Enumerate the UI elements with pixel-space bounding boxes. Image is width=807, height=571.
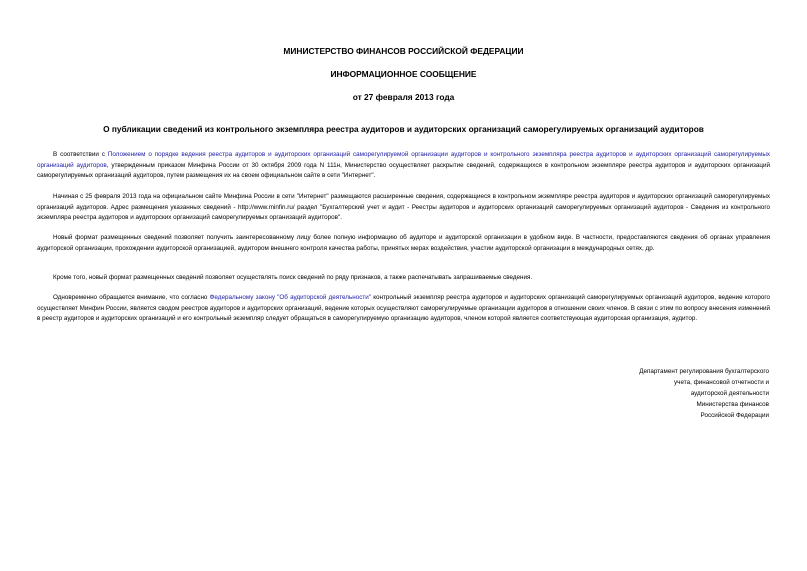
signature-line-4: Министерства финансов [696,401,769,408]
paragraph-1 [37,150,770,182]
paragraph-3: Новый формат размещенных сведений позволяет получить заинтересованному лицу более полную информацию об аудиторе и аудиторской организации в удобном виде. В частности, предоставляются сведения об органах управления аудиторской организации, прохождении аудиторской организацией, аудитором внешнего контроля качества работы, принятых мерах воздействия, участии аудиторской организации в международных сетях, др. [37,234,770,252]
ministry-heading: МИНИСТЕРСТВО ФИНАНСОВ РОССИЙСКОЙ ФЕДЕРАЦИИ [283,46,524,56]
paragraph-5-intro: Одновременно обращается внимание, что согласно [53,294,210,301]
signature-line-3: аудиторской деятельности [690,390,769,397]
regulation-link[interactable]: Положением о порядке ведения реестра аудиторов и аудиторских организаций саморегулируемой организации аудиторов и контрольного экземпляра реестра аудиторов и аудиторских организаций саморегулируемых организаций аудиторов [37,151,771,169]
signature-block [639,366,769,421]
document-date: от 27 февраля 2013 года [352,92,455,102]
paragraph-5-rest: контрольный экземпляр реестра аудиторов и аудиторских организаций саморегулируемых организаций аудиторов, ведение которого осуществляет Минфин России, является сводом реестров аудиторов и аудиторских организаций, ведение которых осуществляют саморегулируемые организации аудиторов в отношении своих членов. В связи с этим по вопросу внесения изменений в реестр аудиторов и аудиторских организаций и его контрольный экземпляр следует обращаться в саморегулируемую организацию аудиторов, членом которой является соответствующая аудиторская организация, аудитор. [37,294,770,322]
document-type-heading: ИНФОРМАЦИОННОЕ СООБЩЕНИЕ [330,69,477,79]
paragraph-2: Начиная с 25 февраля 2013 года на официальном сайте Минфина России в сети "Интернет" размещаются расширенные сведения, содержащиеся в контрольном экземпляре реестра аудиторов и аудиторских организаций саморегулируемых организаций аудиторов. Адрес размещения указанных сведений - http://www.minfin.ru/ раздел "Бухгалтерский учет и аудит - Реестры аудиторов и аудиторских организаций саморегулируемых организаций аудиторов - Сведения из контрольного экземпляра реестра аудиторов и аудиторских организаций саморегулируемых организаций аудиторов". [37,193,770,221]
signature-line-5: Российской Федерации [700,412,769,419]
paragraph-5 [37,293,770,325]
paragraph-1-intro: В соответствии с [53,151,108,158]
federal-law-link[interactable]: Федеральному закону "Об аудиторской деятельности" [209,294,372,301]
signature-line-2: учета, финансовой отчетности и [674,379,769,386]
signature-line-1: Департамент регулирования бухгалтерского [639,368,769,375]
paragraph-4: Кроме того, новый формат размещенных сведений позволяет осуществлять поиск сведений по ряду признаков, а также распечатывать запрашиваемые сведения. [53,274,533,281]
paragraph-1-rest: , утвержденным приказом Минфина России от 30 октября 2009 года N 111н, Министерство осуществляет раскрытие сведений, содержащихся в контрольном экземпляре реестра аудиторов и аудиторских организаций саморегулируемых организаций аудиторов, путем размещения их на своем официальном сайте в сети "Интернет". [37,161,771,179]
document-title: О публикации сведений из контрольного экземпляра реестра аудиторов и аудиторских организаций саморегулируемых организаций аудиторов [103,124,704,134]
